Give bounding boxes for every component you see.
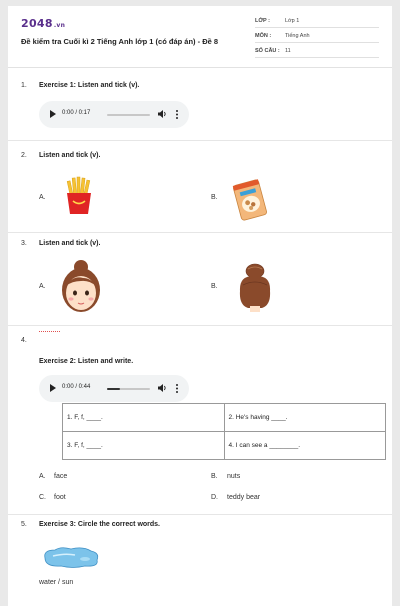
divider [8,325,392,326]
option-c-text[interactable]: foot [54,494,66,501]
question-2-text: Listen and tick (v). [39,152,101,159]
play-icon[interactable] [50,110,56,118]
question-1-text: Exercise 1: Listen and tick (v). [39,82,140,89]
question-4-number: 4. [21,337,27,344]
option-d-text[interactable]: teddy bear [227,494,261,501]
option-b-text[interactable]: nuts [227,473,241,480]
exam-header [8,6,392,68]
question-3-number: 3. [21,240,27,247]
option-a-label[interactable]: A. [39,283,46,290]
audio-seek-bar[interactable] [107,388,150,390]
audio-time: 0:00 / 0:17 [62,110,91,116]
table-cell: 2. He's having ____. [224,404,386,432]
audio-player-1[interactable] [39,101,189,128]
audio-player-2[interactable] [39,375,189,402]
fill-in-table [62,403,386,460]
audio-time: 0:00 / 0:44 [62,384,91,390]
question-2-number: 2. [21,152,27,159]
audio-seek-bar[interactable] [107,114,150,116]
divider [8,140,392,141]
hair-bun-back-icon[interactable] [235,261,275,313]
water-puddle-icon [41,544,101,570]
meta-question-count: SỐ CÂU : 11 [255,46,379,58]
question-5-number: 5. [21,521,27,528]
more-options-icon[interactable] [175,109,179,120]
table-row [63,432,386,460]
audio-progress [107,388,120,390]
option-d-label[interactable]: D. [211,494,218,501]
dotted-mark [39,331,60,332]
play-icon[interactable] [50,384,56,392]
table-cell: 4. I can see a ________. [224,432,386,460]
option-b-label[interactable]: B. [211,194,218,201]
meta-subject: MÔN : Tiếng Anh [255,31,379,43]
option-b-label[interactable]: B. [211,283,218,290]
option-a-label[interactable]: A. [39,473,46,480]
option-a-label[interactable]: A. [39,194,46,201]
table-row [63,404,386,432]
table-cell: 3. F, f, ____. [63,432,225,460]
question-3-text: Listen and tick (v). [39,240,101,247]
question-5-text: Exercise 3: Circle the correct words. [39,521,160,528]
exam-page [8,6,392,606]
exam-title: Đề kiểm tra Cuối kì 2 Tiếng Anh lớp 1 (có đáp án) - Đề 8 [21,37,219,46]
volume-icon[interactable] [157,383,167,393]
more-options-icon[interactable] [175,383,179,394]
option-b-label[interactable]: B. [211,473,218,480]
volume-icon[interactable] [157,109,167,119]
divider [8,232,392,233]
image-caption: water / sun [39,579,74,586]
snack-bag-icon[interactable] [230,178,270,222]
option-a-text[interactable]: face [54,473,68,480]
question-4-text: Exercise 2: Listen and write. [39,358,134,365]
option-c-label[interactable]: C. [39,494,46,501]
divider [8,514,392,515]
meta-class: LỚP : Lớp 1 [255,16,379,28]
french-fries-icon[interactable] [63,175,95,215]
question-1-number: 1. [21,82,27,89]
table-cell: 1. F, f, ____. [63,404,225,432]
site-logo[interactable]: 2048.vn [21,17,66,30]
girl-face-icon[interactable] [59,258,103,316]
